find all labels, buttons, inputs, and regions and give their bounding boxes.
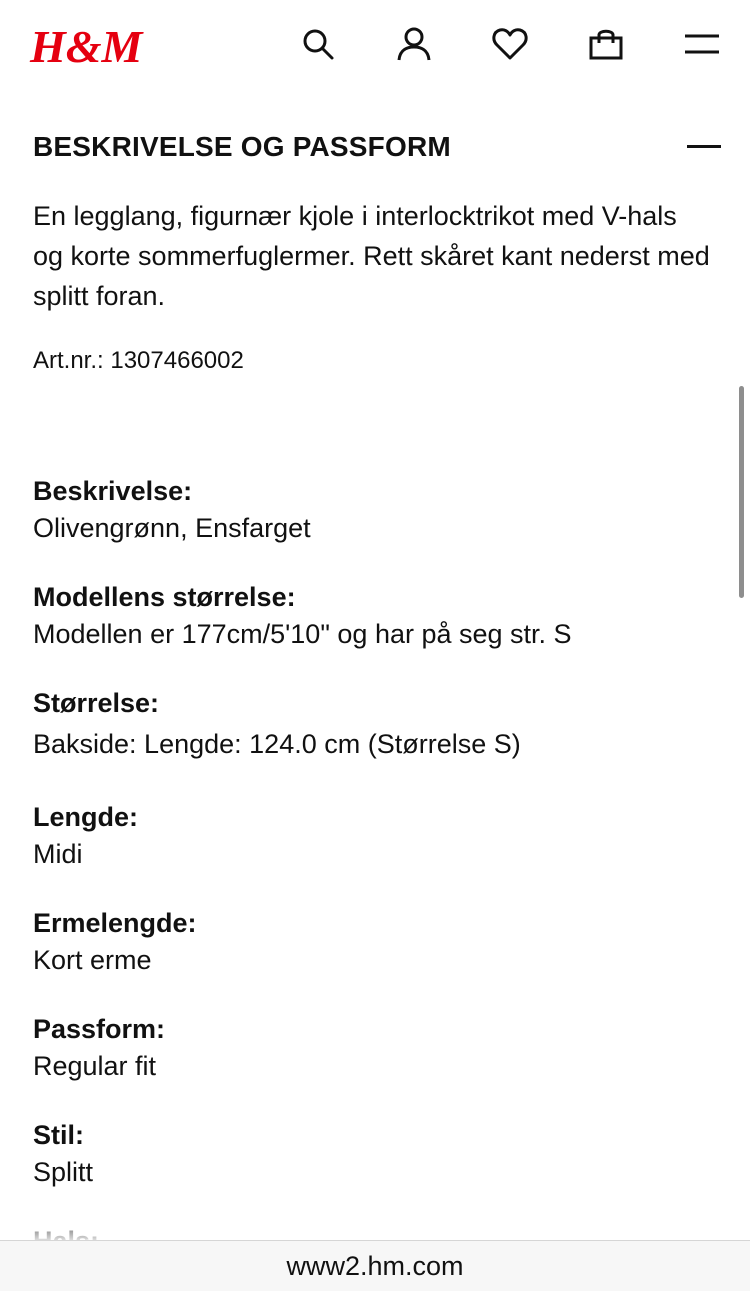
- spec-label: Modellens størrelse:: [33, 582, 296, 612]
- scrollbar[interactable]: [739, 386, 744, 598]
- product-description: En legglang, figurnær kjole i interlocktrikot med V-hals og korte sommerfuglermer. Rett skåret kant nederst med splitt foran.: [33, 201, 710, 311]
- heart-icon[interactable]: [490, 24, 530, 64]
- spec-value: Midi: [33, 839, 83, 869]
- browser-url-bar[interactable]: [0, 1240, 750, 1291]
- hm-logo-text: H&M: [30, 21, 143, 72]
- article-number: Art.nr.: 1307466002: [33, 347, 244, 374]
- bottom-fade: [0, 1210, 750, 1240]
- spec-model-size: [33, 579, 713, 653]
- spec-label: Størrelse:: [33, 688, 160, 718]
- spec-label: Beskrivelse:: [33, 476, 193, 506]
- spec-fit: [33, 1011, 713, 1085]
- bag-icon[interactable]: [586, 24, 626, 64]
- spec-value: Kort erme: [33, 945, 152, 975]
- spec-label: Lengde:: [33, 802, 138, 832]
- spec-style: [33, 1117, 713, 1191]
- product-description-section: [0, 92, 750, 1240]
- spec-length: [33, 799, 713, 873]
- url-text[interactable]: www2.hm.com: [286, 1250, 464, 1281]
- menu-icon[interactable]: [682, 24, 722, 64]
- spec-color: [33, 473, 713, 547]
- top-navigation: [0, 0, 750, 92]
- accordion-header[interactable]: [33, 130, 723, 170]
- account-icon[interactable]: [394, 24, 434, 64]
- search-icon[interactable]: [298, 24, 338, 64]
- section-title: BESKRIVELSE OG PASSFORM: [33, 131, 451, 162]
- spec-value: Olivengrønn, Ensfarget: [33, 513, 311, 543]
- spec-label: Passform:: [33, 1014, 166, 1044]
- spec-value: Regular fit: [33, 1051, 157, 1081]
- spec-value: Modellen er 177cm/5'10" og har på seg str. S: [33, 619, 572, 649]
- collapse-icon[interactable]: [687, 145, 721, 148]
- spec-value: Splitt: [33, 1157, 94, 1187]
- spec-value: Bakside: Lengde: 124.0 cm (Størrelse S): [33, 729, 521, 759]
- hm-logo-mark: [30, 18, 143, 72]
- spec-label: Ermelengde:: [33, 908, 197, 938]
- spec-size: [33, 685, 713, 763]
- spec-sleeve-length: [33, 905, 713, 979]
- spec-label: Stil:: [33, 1120, 84, 1150]
- hm-logo[interactable]: [30, 18, 143, 72]
